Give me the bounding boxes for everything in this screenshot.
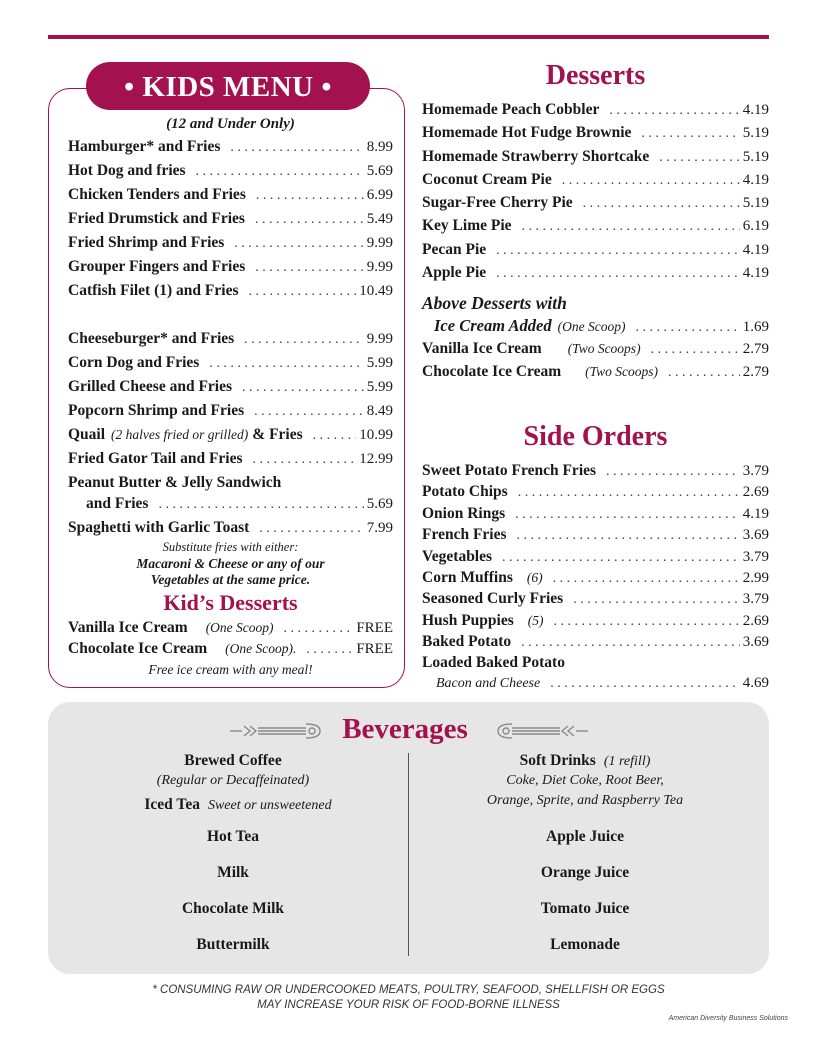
brewed-coffee: Brewed Coffee	[184, 752, 282, 769]
side-item: Onion Rings . . . 4.19	[422, 505, 769, 523]
dessert-item: Homemade Strawberry Shortcake . . . 5.19	[422, 148, 769, 166]
soft-drinks: Soft Drinks (1 refill)	[519, 752, 651, 769]
ice-cream-added: Ice Cream Added (One Scoop) . . . 1.69	[434, 316, 769, 336]
side-orders-title: Side Orders	[523, 421, 668, 452]
bev-right-item: Orange Juice	[540, 864, 630, 881]
kids-item: Fried Shrimp and Fries . . . 9.99	[68, 234, 393, 252]
warning-line2: MAY INCREASE YOUR RISK OF FOOD-BORNE ILLNESS	[257, 999, 560, 1011]
kids-item: Cheeseburger* and Fries . . . 9.99	[68, 330, 393, 348]
dessert-item: Coconut Cream Pie . . . 4.19	[422, 171, 769, 189]
dessert-item: Key Lime Pie . . . 6.19	[422, 217, 769, 235]
brewed-coffee-sub: (Regular or Decaffeinated)	[156, 773, 310, 788]
dessert-item: Pecan Pie . . . 4.19	[422, 241, 769, 259]
top-rule	[48, 35, 769, 39]
side-item-sub: Bacon and Cheese . . . 4.69	[436, 675, 769, 692]
soft-drinks-sub1: Coke, Diet Coke, Root Beer,	[506, 773, 664, 788]
kids-desserts-title: Kid’s Desserts	[163, 590, 298, 615]
kids-item: Quail (2 halves fried or grilled) & Fries . . . 10.99	[68, 426, 393, 444]
kids-item: Chicken Tenders and Fries . . . 6.99	[68, 186, 393, 204]
dessert-item: Apple Pie . . . 4.19	[422, 264, 769, 282]
kids-item-line1: Peanut Butter & Jelly Sandwich	[68, 474, 282, 491]
side-item: Potato Chips . . . 2.69	[422, 483, 769, 501]
credit: American Diversity Business Solutions	[668, 1015, 788, 1022]
side-item: Baked Potato . . . 3.69	[422, 633, 769, 651]
side-item: Vegetables . . . 3.79	[422, 548, 769, 566]
kids-dessert-item: Vanilla Ice Cream (One Scoop) . . . FREE	[68, 619, 393, 637]
substitute-note: Substitute fries with either:	[162, 540, 299, 554]
substitute-line1: Macaroni & Cheese or any of our	[136, 556, 325, 571]
side-item: Corn Muffins (6) . . . 2.99	[422, 569, 769, 587]
right-ornament-icon	[494, 720, 590, 742]
dessert-item: Homemade Peach Cobbler . . . 4.19	[422, 101, 769, 119]
bev-right-item: Apple Juice	[546, 828, 624, 845]
dessert-extra-item: Chocolate Ice Cream (Two Scoops) . . . 2.79	[422, 363, 769, 381]
kids-item-line2: and Fries . . . 5.69	[86, 495, 393, 513]
side-item: Loaded Baked Potato	[422, 654, 565, 671]
beverages-divider	[408, 753, 409, 956]
warning-line1: * CONSUMING RAW OR UNDERCOOKED MEATS, POULTRY, SEAFOOD, SHELLFISH OR EGGS	[152, 984, 665, 996]
kids-menu-subtitle: (12 and Under Only)	[166, 116, 295, 132]
iced-tea: Iced Tea Sweet or unsweetened	[144, 796, 332, 813]
side-item: Sweet Potato French Fries . . . 3.79	[422, 462, 769, 480]
bev-left-item: Buttermilk	[196, 936, 270, 953]
dessert-item: Homemade Hot Fudge Brownie . . . 5.19	[422, 124, 769, 142]
kids-item: Hot Dog and fries . . . 5.69	[68, 162, 393, 180]
kids-item: Catfish Filet (1) and Fries . . . 10.49	[68, 282, 393, 300]
kids-item: Hamburger* and Fries . . . 8.99	[68, 138, 393, 156]
side-item: French Fries . . . 3.69	[422, 526, 769, 544]
left-ornament-icon	[228, 720, 324, 742]
kids-item: Spaghetti with Garlic Toast . . . 7.99	[68, 519, 393, 537]
kids-item: Fried Drumstick and Fries . . . 5.49	[68, 210, 393, 228]
kids-item: Popcorn Shrimp and Fries . . . 8.49	[68, 402, 393, 420]
side-item: Seasoned Curly Fries . . . 3.79	[422, 590, 769, 608]
dessert-item: Sugar-Free Cherry Pie . . . 5.19	[422, 194, 769, 212]
kids-item: Grouper Fingers and Fries . . . 9.99	[68, 258, 393, 276]
kids-item: Fried Gator Tail and Fries . . . 12.99	[68, 450, 393, 468]
bev-right-item: Tomato Juice	[540, 900, 630, 917]
kids-item: Corn Dog and Fries . . . 5.99	[68, 354, 393, 372]
kids-dessert-item: Chocolate Ice Cream (One Scoop). . . . FREE	[68, 640, 393, 658]
bev-left-item: Hot Tea	[206, 828, 260, 845]
desserts-title: Desserts	[545, 60, 646, 91]
dessert-extra-item: Vanilla Ice Cream (Two Scoops) . . . 2.79	[422, 340, 769, 358]
kids-item: Grilled Cheese and Fries . . . 5.99	[68, 378, 393, 396]
bev-left-item: Chocolate Milk	[181, 900, 285, 917]
beverages-title: Beverages	[342, 713, 468, 745]
bev-left-item: Milk	[217, 864, 249, 881]
bev-right-item: Lemonade	[550, 936, 620, 953]
above-desserts-heading: Above Desserts with	[422, 293, 567, 313]
side-item: Hush Puppies (5) . . . 2.69	[422, 612, 769, 630]
kids-menu-title: • KIDS MENU •	[86, 62, 370, 110]
soft-drinks-sub2: Orange, Sprite, and Raspberry Tea	[486, 793, 684, 808]
kids-desserts-footer: Free ice cream with any meal!	[148, 662, 313, 677]
substitute-line2: Vegetables at the same price.	[150, 572, 311, 587]
